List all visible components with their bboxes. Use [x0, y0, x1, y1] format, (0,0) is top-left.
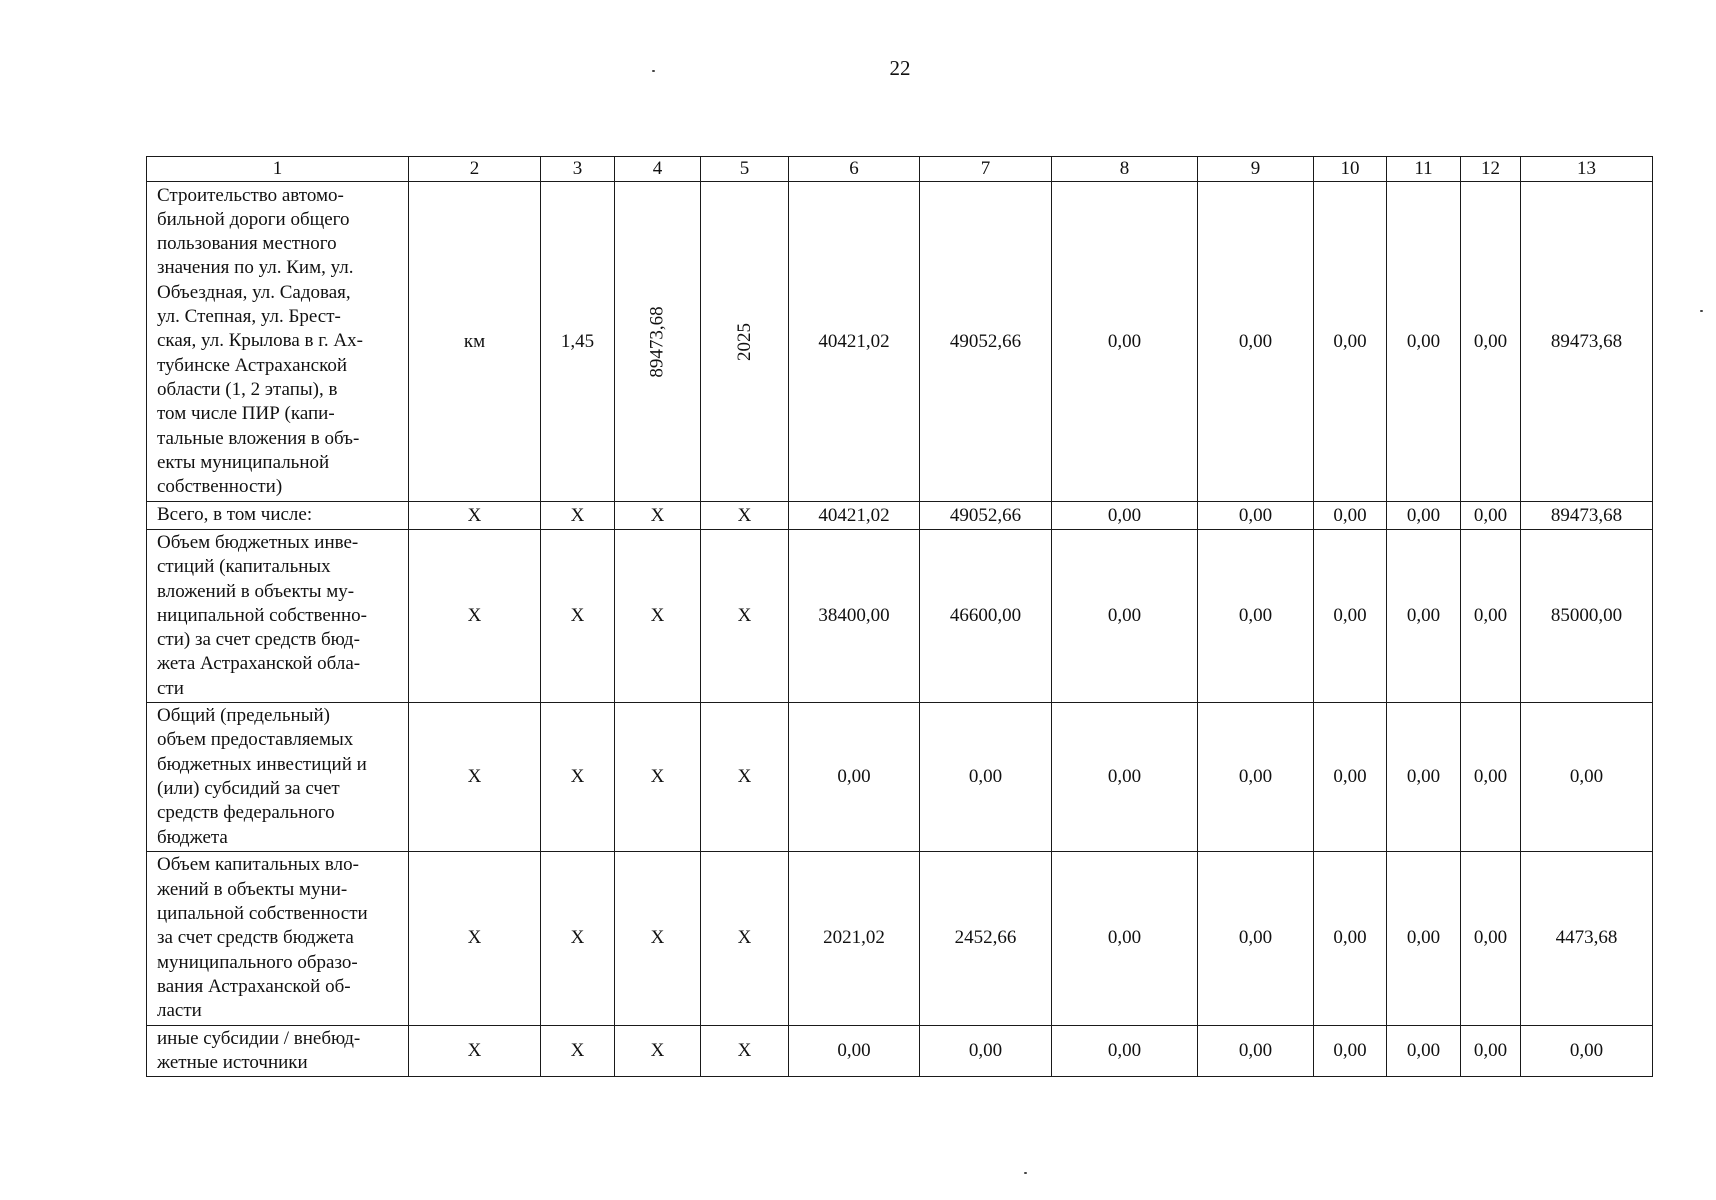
column-header: 4 — [615, 157, 701, 182]
x-cell: X — [701, 1025, 789, 1077]
year-cell — [701, 182, 789, 502]
value-cell: 0,00 — [1198, 182, 1314, 502]
x-cell: X — [541, 703, 615, 852]
x-cell: X — [701, 530, 789, 703]
column-header: 7 — [920, 157, 1052, 182]
label-line: пользования местного — [157, 233, 337, 255]
value-cell: 0,00 — [1387, 530, 1461, 703]
column-header: 6 — [789, 157, 920, 182]
value-cell: 0,00 — [1314, 502, 1387, 530]
value-cell: 0,00 — [1052, 703, 1198, 852]
value-cell: 0,00 — [920, 703, 1052, 852]
value-cell: 0,00 — [1052, 530, 1198, 703]
label-line: ниципальной собственно- — [157, 604, 367, 626]
x-cell: X — [409, 502, 541, 530]
row-label — [147, 703, 409, 852]
label-line: тубинске Астраханской — [157, 354, 348, 376]
budget-table — [146, 156, 1653, 1077]
label-line: Объем бюджетных инве- — [157, 532, 359, 553]
label-line: бюджета — [157, 826, 228, 848]
value-cell: 0,00 — [1198, 851, 1314, 1025]
total-cell: 85000,00 — [1521, 530, 1653, 703]
label-line: Всего, в том числе: — [157, 504, 313, 526]
table-row — [147, 703, 1653, 852]
x-cell: X — [541, 851, 615, 1025]
value-cell: 0,00 — [1198, 530, 1314, 703]
x-cell: X — [615, 1025, 701, 1077]
label-line: вания Астраханской об- — [157, 975, 351, 997]
label-line: сти — [157, 677, 184, 699]
scan-speck — [652, 70, 655, 72]
column-header: 5 — [701, 157, 789, 182]
label-line: бильной дороги общего — [157, 208, 350, 230]
value-cell: 40421,02 — [789, 182, 920, 502]
label-line: Объездная, ул. Садовая, — [157, 281, 351, 303]
label-line: средств федерального — [157, 802, 335, 824]
label-line: тальные вложения в объ- — [157, 427, 360, 449]
label-line: объем предоставляемых — [157, 729, 354, 751]
value-cell: 0,00 — [789, 703, 920, 852]
value-cell: 49052,66 — [920, 502, 1052, 530]
label-line: за счет средств бюджета — [157, 927, 354, 949]
total-cell: 0,00 — [1521, 703, 1653, 852]
x-cell: X — [541, 1025, 615, 1077]
x-cell: X — [701, 851, 789, 1025]
total-cell: 89473,68 — [1521, 182, 1653, 502]
value-cell: 2452,66 — [920, 851, 1052, 1025]
value-cell: 0,00 — [1198, 502, 1314, 530]
column-header: 9 — [1198, 157, 1314, 182]
row-label — [147, 851, 409, 1025]
value-cell: 2021,02 — [789, 851, 920, 1025]
label-line: стиций (капитальных — [157, 556, 331, 578]
x-cell: X — [409, 851, 541, 1025]
label-line: ул. Степная, ул. Брест- — [157, 306, 341, 328]
value-cell: 0,00 — [1461, 182, 1521, 502]
label-line: екты муниципальной — [157, 451, 330, 473]
label-line: вложений в объекты му- — [157, 580, 355, 602]
label-line: жений в объекты муни- — [157, 878, 348, 900]
cost-cell-text: 89473,68 — [646, 305, 668, 378]
column-header: 8 — [1052, 157, 1198, 182]
value-cell: 0,00 — [1461, 530, 1521, 703]
value-cell: 0,00 — [1387, 851, 1461, 1025]
total-cell: 0,00 — [1521, 1025, 1653, 1077]
row-label — [147, 182, 409, 502]
label-line: Строительство автомо- — [157, 184, 344, 206]
value-cell: 0,00 — [1461, 851, 1521, 1025]
column-header: 2 — [409, 157, 541, 182]
x-cell: X — [541, 502, 615, 530]
label-line: Объем капитальных вло- — [157, 854, 359, 876]
x-cell: X — [541, 530, 615, 703]
value-cell: 0,00 — [1198, 1025, 1314, 1077]
value-cell: 0,00 — [920, 1025, 1052, 1077]
label-line: сти) за счет средств бюд- — [157, 629, 360, 651]
value-cell: 0,00 — [1461, 703, 1521, 852]
value-cell: 0,00 — [789, 1025, 920, 1077]
capacity-cell: 1,45 — [541, 182, 615, 502]
value-cell: 0,00 — [1387, 502, 1461, 530]
page-number: 22 — [889, 56, 911, 80]
column-header: 13 — [1521, 157, 1653, 182]
year-cell-text: 2025 — [733, 322, 755, 361]
value-cell: 0,00 — [1387, 1025, 1461, 1077]
scan-speck — [1700, 310, 1703, 312]
table-header-row — [147, 157, 1653, 182]
table-row — [147, 530, 1653, 703]
label-line: ская, ул. Крылова в г. Ах- — [157, 330, 363, 352]
value-cell: 0,00 — [1387, 703, 1461, 852]
unit-cell: км — [409, 182, 541, 502]
table-row — [147, 1025, 1653, 1077]
row-label — [147, 1025, 409, 1077]
row-label — [147, 530, 409, 703]
value-cell: 0,00 — [1198, 703, 1314, 852]
value-cell: 0,00 — [1052, 851, 1198, 1025]
value-cell: 0,00 — [1052, 502, 1198, 530]
label-line: ласти — [157, 1000, 202, 1022]
x-cell: X — [615, 502, 701, 530]
value-cell: 40421,02 — [789, 502, 920, 530]
scan-speck — [1024, 1172, 1027, 1174]
table-row — [147, 851, 1653, 1025]
value-cell: 38400,00 — [789, 530, 920, 703]
column-header: 3 — [541, 157, 615, 182]
row-label — [147, 502, 409, 530]
column-header: 1 — [147, 157, 409, 182]
value-cell: 46600,00 — [920, 530, 1052, 703]
value-cell: 0,00 — [1387, 182, 1461, 502]
label-line: области (1, 2 этапы), в — [157, 378, 338, 400]
label-line: собственности) — [157, 476, 283, 498]
label-line: (или) субсидий за счет — [157, 777, 340, 799]
label-line: бюджетных инвестиций и — [157, 753, 367, 775]
column-header: 12 — [1461, 157, 1521, 182]
label-line: том числе ПИР (капи- — [157, 403, 335, 425]
cost-cell — [615, 182, 701, 502]
table-row — [147, 502, 1653, 530]
value-cell: 0,00 — [1052, 182, 1198, 502]
label-line: жетные источники — [157, 1052, 308, 1074]
x-cell: X — [409, 703, 541, 852]
table-row — [147, 182, 1653, 502]
column-header: 11 — [1387, 157, 1461, 182]
value-cell: 0,00 — [1314, 703, 1387, 852]
total-cell: 89473,68 — [1521, 502, 1653, 530]
label-line: жета Астраханской обла- — [157, 653, 361, 675]
x-cell: X — [701, 703, 789, 852]
x-cell: X — [615, 851, 701, 1025]
x-cell: X — [615, 703, 701, 852]
value-cell: 0,00 — [1314, 851, 1387, 1025]
value-cell: 49052,66 — [920, 182, 1052, 502]
label-line: муниципального образо- — [157, 951, 358, 973]
x-cell: X — [409, 530, 541, 703]
label-line: значения по ул. Ким, ул. — [157, 257, 354, 279]
value-cell: 0,00 — [1314, 1025, 1387, 1077]
column-header: 10 — [1314, 157, 1387, 182]
label-line: ципальной собственности — [157, 902, 368, 924]
value-cell: 0,00 — [1052, 1025, 1198, 1077]
value-cell: 0,00 — [1314, 530, 1387, 703]
label-line: Общий (предельный) — [157, 705, 330, 727]
value-cell: 0,00 — [1461, 1025, 1521, 1077]
x-cell: X — [701, 502, 789, 530]
value-cell: 0,00 — [1461, 502, 1521, 530]
x-cell: X — [409, 1025, 541, 1077]
value-cell: 0,00 — [1314, 182, 1387, 502]
total-cell: 4473,68 — [1521, 851, 1653, 1025]
x-cell: X — [615, 530, 701, 703]
label-line: иные субсидии / внебюд- — [157, 1027, 361, 1049]
